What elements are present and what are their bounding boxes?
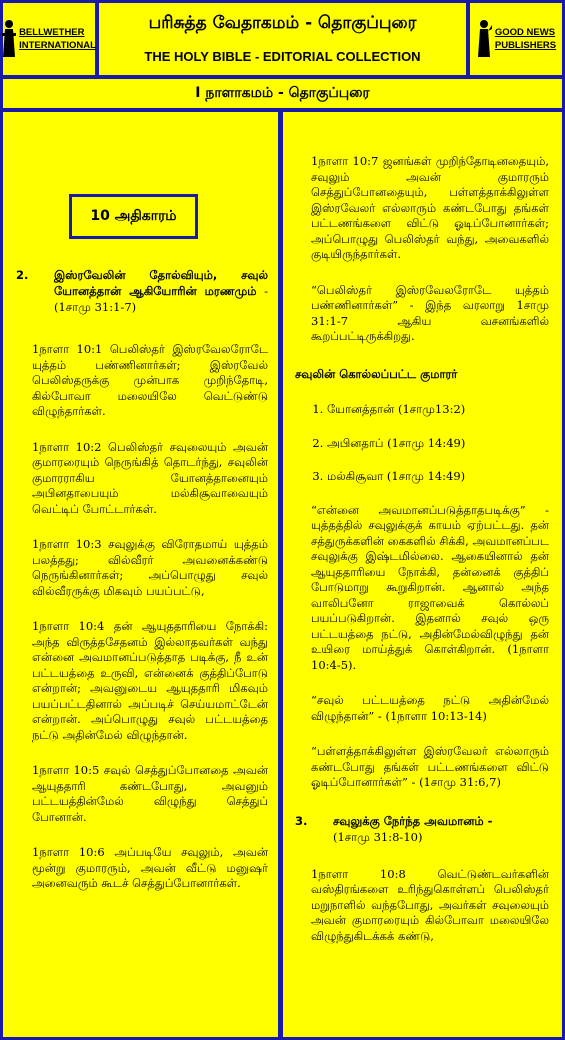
section-2-heading — [16, 267, 268, 315]
verse-10-6: 1நாளா 10:6 அப்படியே சவுலும், அவன் மூன்று குமாரரும், அவன் வீட்டு மனுஷர் அனைவரும் கூடச் செத்துப்போனார்கள். — [32, 845, 268, 890]
sword-note: “சவுல் பட்டயத்தை நட்டு அதின்மேல் விழுந்தான்” - (1நாளா 10:13-14) — [311, 693, 549, 723]
header-title-english: THE HOLY BIBLE - EDITORIAL COLLECTION — [144, 49, 421, 64]
verse-10-8: 1நாளா 10:8 வெட்டுண்டவர்களின் வஸ்திரங்களை உரிந்துகொள்ளப் பெலிஸ்தர் மறுநாளில் வந்தபோது, அவர்கள் சவுலையும் அவன் குமாரரையும் கில்போவா மலையிலே விழுந்துகிடக்கக் கண்டு, — [311, 866, 549, 943]
header-title-tamil: பரிசுத்த வேதாகமம் - தொகுப்புரை — [148, 13, 417, 33]
shame-note: “என்னை அவமானப்படுத்தாதபடிக்கு” - யுத்தத்தில் சவுலுக்குக் காயம் ஏற்பட்டது. தன் சத்துருக்களின் கைகளில் சிக்கி, அவமானப்பட சவுலுக்கு இஷ்டமில்லை. ஆகையினால் தன் ஆயுததாரியை நோக்கி, தன்னைக் குத்திப் போடுமாறு கூறுகிறான். ஆனால் அந்த வாலிபனோ ராஜாவைக் கொல்லப் பயப்படுகிறான். இதனால் சவுல் ஒரு பட்டயத்தை நட்டு, அதின்மேல்விழுந்து தன் உயிரை மாய்த்துக் கொள்கிறான். (1நாளா 10:4-5). — [311, 502, 549, 672]
son-item: 3. மல்கிசூவா (1சாமு 14:49) — [327, 469, 549, 485]
bellwether-line-1: BELLWETHER — [19, 27, 85, 38]
preacher-figure-icon — [2, 19, 16, 59]
good-news-line-1: GOOD NEWS — [494, 27, 556, 38]
book-subtitle-bar — [3, 79, 562, 108]
section-3-number: 3. — [295, 813, 308, 828]
verse-10-3: 1நாளா 10:3 சவுலுக்கு விரோதமாய் யுத்தம் பலத்தது; வில்வீரர் அவனைக்கண்டு நெருங்கினார்கள்; அப்பொழுது சவுல் வில்வீரருக்கு மிகவும் பயப்பட்டு, — [32, 537, 268, 598]
herald-figure-icon — [476, 19, 492, 59]
son-item: 2. அபினதாப் (1சாமு 14:49) — [327, 436, 549, 452]
book-subtitle: I நாளாகமம் - தொகுப்புரை — [195, 85, 370, 101]
chapter-label: 10 அதிகாரம் — [90, 207, 177, 224]
page-header — [99, 3, 466, 75]
left-column — [3, 112, 278, 1037]
section-2-title: இஸ்ரவேலின் தோல்வியும், சவுல் யோனத்தான் ஆகியோரின் மரணமும் — [54, 268, 268, 298]
sons-list — [295, 402, 549, 485]
verse-10-7: 1நாளா 10:7 ஜனங்கள் முறிந்தோடினதையும், சவுலும் அவன் குமாரரும் செத்துப்போனதையும், பள்ளத்தாக்கிலுள்ள இஸ்ரவேலர் எல்லாரும் கண்டபோது தங்கள் பட்டணங்களை விட்டு ஓடிப்போனார்கள்; அப்பொழுது பெலிஸ்தர் வந்து, அவைகளில் குடியிருந்தார்கள். — [311, 154, 549, 261]
verse-10-4: 1நாளா 10:4 தன் ஆயுததாரியை நோக்கி: அந்த விருத்தசேதனம் இல்லாதவர்கள் வந்து என்னை அவமானப்படுத்தாத படிக்கு, நீ உன் பட்டயத்தை உருவி, என்னைக் குத்திப்போடு என்றான்; அவனுடைய ஆயுததாரி மிகவும் பயப்பட்டதினால் அப்படிச் செய்யமாட்டேன் என்றான். அப்பொழுது சவுல் பட்டயத்தை நட்டு அதின்மேல் விழுந்தான். — [32, 619, 268, 742]
section-2-reference: - (1சாமு 31:1-7) — [54, 284, 268, 314]
right-column — [283, 112, 562, 1037]
section-3-heading: 3. சவுலுக்கு நேர்ந்த அவமானம் - (1சாமு 31:8-10) — [295, 813, 493, 844]
section-3-reference: (1சாமு 31:8-10) — [333, 829, 423, 844]
right-column-content — [295, 154, 549, 944]
section-2-number: 2. — [16, 268, 29, 282]
verse-10-2: 1நாளா 10:2 பெலிஸ்தர் சவுலையும் அவன் குமாரரையும் நெருங்கித் தொடர்ந்து, சவுலின் குமாரராகிய யோனத்தானையும் அபினதாபையும் மல்கிசூவாவையும் வெட்டிப் போட்டார்கள். — [32, 439, 268, 516]
chapter-label-box — [69, 194, 198, 239]
valley-note: “பள்ளத்தாக்கிலுள்ள இஸ்ரவேலர் எல்லாரும் கண்டபோது தங்கள் பட்டணங்களை விட்டு ஓடிப்போனார்கள்” - (1சாமு 31:6,7) — [311, 744, 549, 789]
bellwether-logo — [3, 3, 95, 75]
war-note: “பெலிஸ்தர் இஸ்ரவேலரோடே யுத்தம் பண்ணினார்கள்” - இந்த வரலாறு 1சாமு 31:1-7 ஆகிய வசனங்களில் கூறப்பட்டிருக்கிறது. — [311, 282, 549, 343]
son-item: 1. யோனத்தான் (1சாமு13:2) — [327, 402, 549, 418]
sons-heading: சவுலின் கொல்லப்பட்ட குமாரர் — [295, 366, 458, 381]
good-news-logo — [470, 3, 562, 75]
verse-10-1: 1நாளா 10:1 பெலிஸ்தர் இஸ்ரவேலரோடே யுத்தம் பண்ணினார்கள்; இஸ்ரவேல் பெலிஸ்தருக்கு முன்பாக முறிந்தோடி, கில்போவா மலையிலே வெட்டுண்டு விழுந்தார்கள். — [32, 342, 268, 418]
verse-10-5: 1நாளா 10:5 சவுல் செத்துப்போனதை அவன் ஆயுததாரி கண்டபோது, அவனும் பட்டயத்தின்மேல் விழுந்து செத்துப் போனான். — [32, 763, 268, 824]
section-3-title: சவுலுக்கு நேர்ந்த அவமானம் — [333, 813, 484, 828]
bellwether-line-2: INTERNATIONAL — [19, 40, 96, 51]
left-column-content — [16, 267, 268, 892]
good-news-line-2: PUBLISHERS — [494, 40, 557, 51]
